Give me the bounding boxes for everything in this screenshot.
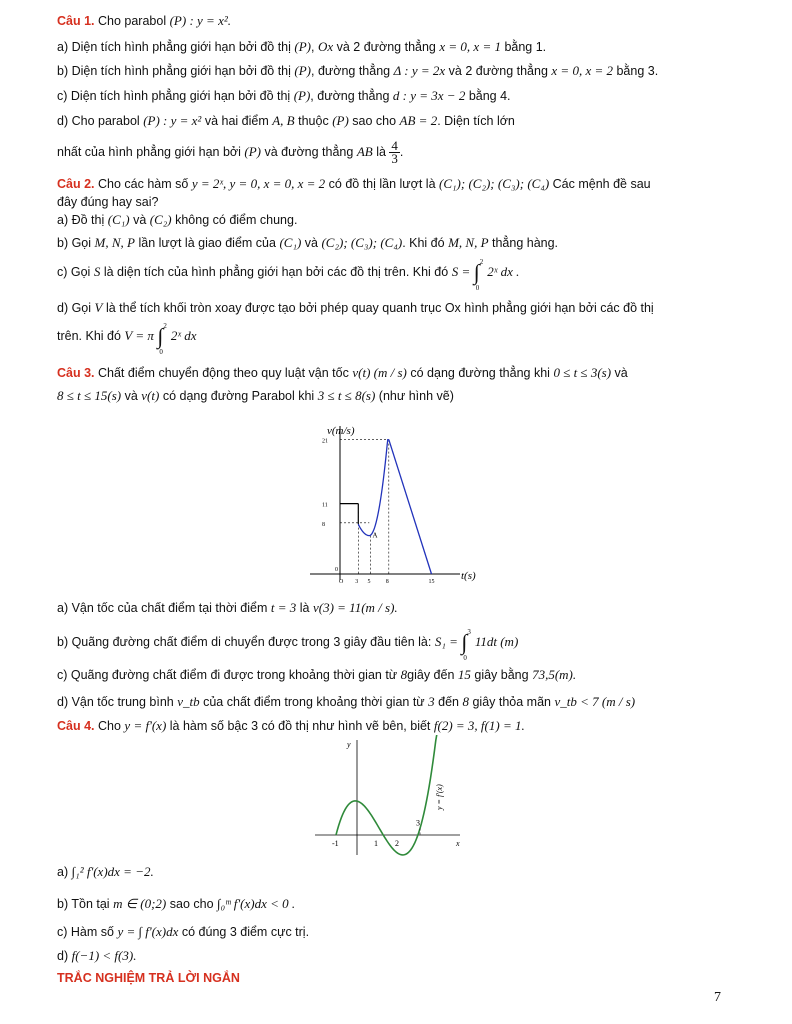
fraction-4-3: $\frac{4}{3}$ — [391, 138, 398, 167]
origin-zero-label: 0 — [335, 567, 338, 573]
q2-stem-line2: đây đúng hay sai? — [57, 195, 159, 209]
q3-title: Câu 3. — [57, 366, 95, 380]
curve-label: y = f'(x) — [435, 784, 444, 810]
q2-option-b: b) Gọi M, N, P lần lượt là giao điểm của (C₁) và (C₂); (C₃); (C₄). Khi đó M, N, P thẳng hàng. — [57, 235, 559, 250]
q1-stem: Câu 1. Cho parabol (P) : y = x². — [57, 13, 231, 28]
q2-option-d-line2: trên. Khi đó V = π ∫ 2 0 2ˣ dx — [57, 322, 197, 356]
q3-stem-line2: 8 ≤ t ≤ 15(s) và v(t) có dạng đường Parabol khi 3 ≤ t ≤ 8(s) (như hình vẽ) — [57, 388, 454, 403]
q3-option-a: a) Vận tốc của chất điểm tại thời điểm t = 3 là v(3) = 11(m / s). — [57, 600, 398, 615]
q3-option-d: d) Vận tốc trung bình v_tb của chất điểm trong khoảng thời gian từ 3 đến 8 giây thỏa mãn v_tb < 7 (m / s) — [57, 694, 636, 709]
point-3-label: 3 — [416, 818, 420, 828]
q1-title: Câu 1. — [57, 14, 95, 28]
y-axis-label: y — [347, 740, 351, 749]
y-tick-label: 21 — [322, 438, 328, 445]
q4-option-d: d) f(−1) < f(3). — [57, 948, 137, 963]
x-tick-label: -1 — [332, 839, 339, 848]
section-heading: TRẮC NGHIỆM TRẢ LỜI NGẮN — [57, 971, 240, 985]
velocity-chart — [300, 418, 490, 593]
x-axis-label: t(s) — [461, 570, 476, 582]
q3-option-b: b) Quãng đường chất điểm di chuyển được trong 3 giây đầu tiên là: S₁ = ∫ 3 0 11dt (m) — [57, 628, 519, 662]
derivative-chart — [310, 735, 470, 860]
q1-option-d-line2: nhất của hình phẳng giới hạn bởi (P) và đường thẳng AB là $\frac{4}{3}$ . — [57, 138, 404, 167]
x-tick-label: 2 — [395, 839, 399, 848]
q4-stem: Câu 4. Cho y = f'(x) là hàm số bậc 3 có đồ thị như hình vẽ bên, biết f(2) = 3, f(1) = 1. — [57, 718, 525, 733]
q4-option-b: b) Tồn tại m ∈ (0;2) sao cho ∫₀ᵐ f'(x)dx < 0 . — [57, 896, 296, 911]
derivative-curve — [336, 735, 441, 855]
page-number: 7 — [714, 990, 721, 1005]
y-tick-label: 11 — [322, 502, 328, 509]
q4-option-a: a) ∫₁² f'(x)dx = −2. — [57, 864, 154, 879]
q3-stem: Câu 3. Chất điểm chuyển động theo quy luật vận tốc v(t) (m / s) có dạng đường thẳng khi 0 ≤ t ≤ 3(s) và — [57, 365, 628, 380]
q2-option-c: c) Gọi S là diện tích của hình phẳng giới hạn bởi các đồ thị trên. Khi đó S = ∫ 2 0 2ˣ dx . — [57, 258, 520, 292]
x-tick-label: O — [339, 579, 344, 585]
q3-option-c: c) Quãng đường chất điểm đi được trong khoảng thời gian từ 8giây đến 15 giây bằng 73,5(m). — [57, 667, 577, 682]
q1-option-a: a) Diện tích hình phẳng giới hạn bởi đồ thị (P), Ox và 2 đường thẳng x = 0, x = 1 bằng 1. — [57, 39, 547, 54]
q2-stem: Câu 2. Cho các hàm số y = 2ˣ, y = 0, x = 0, x = 2 có đồ thị lần lượt là (C₁); (C₂); (C₃); (C₄) Các mệnh đề sau — [57, 176, 651, 191]
x-tick-label: 15 — [428, 579, 435, 585]
x-tick-label: 8 — [385, 579, 389, 585]
y-tick-label: 8 — [322, 521, 325, 528]
segment-linear-decrease — [389, 440, 432, 574]
x-tick-label: 5 — [367, 579, 371, 585]
q2-title: Câu 2. — [57, 177, 95, 191]
q4-title: Câu 4. — [57, 719, 95, 733]
q1-option-d: d) Cho parabol (P) : y = x² và hai điểm A, B thuộc (P) sao cho AB = 2. Diện tích lớn — [57, 113, 515, 128]
q4-option-c: c) Hàm số y = ∫ f'(x)dx có đúng 3 điểm cực trị. — [57, 924, 310, 939]
q1-option-b: b) Diện tích hình phẳng giới hạn bởi đồ thị (P), đường thẳng Δ : y = 2x và 2 đường thẳng x = 0, x = 2 bằng 3. — [57, 63, 659, 78]
x-axis-label: x — [456, 839, 460, 848]
point-a-label: A — [372, 531, 378, 540]
segment-parabola — [358, 440, 389, 536]
x-tick-label: 1 — [374, 839, 378, 848]
q2-option-a: a) Đồ thị (C₁) và (C₂) không có điểm chung. — [57, 212, 298, 227]
q1-option-c: c) Diện tích hình phẳng giới hạn bởi đồ thị (P), đường thẳng d : y = 3x − 2 bằng 4. — [57, 88, 511, 103]
x-tick-label: 3 — [355, 579, 359, 585]
q2-option-d: d) Gọi V là thể tích khối tròn xoay được tạo bởi phép quay quanh trục Ox hình phẳng giới hạn bởi các đồ thị — [57, 300, 654, 315]
y-axis-label: v(m/s) — [327, 425, 355, 437]
